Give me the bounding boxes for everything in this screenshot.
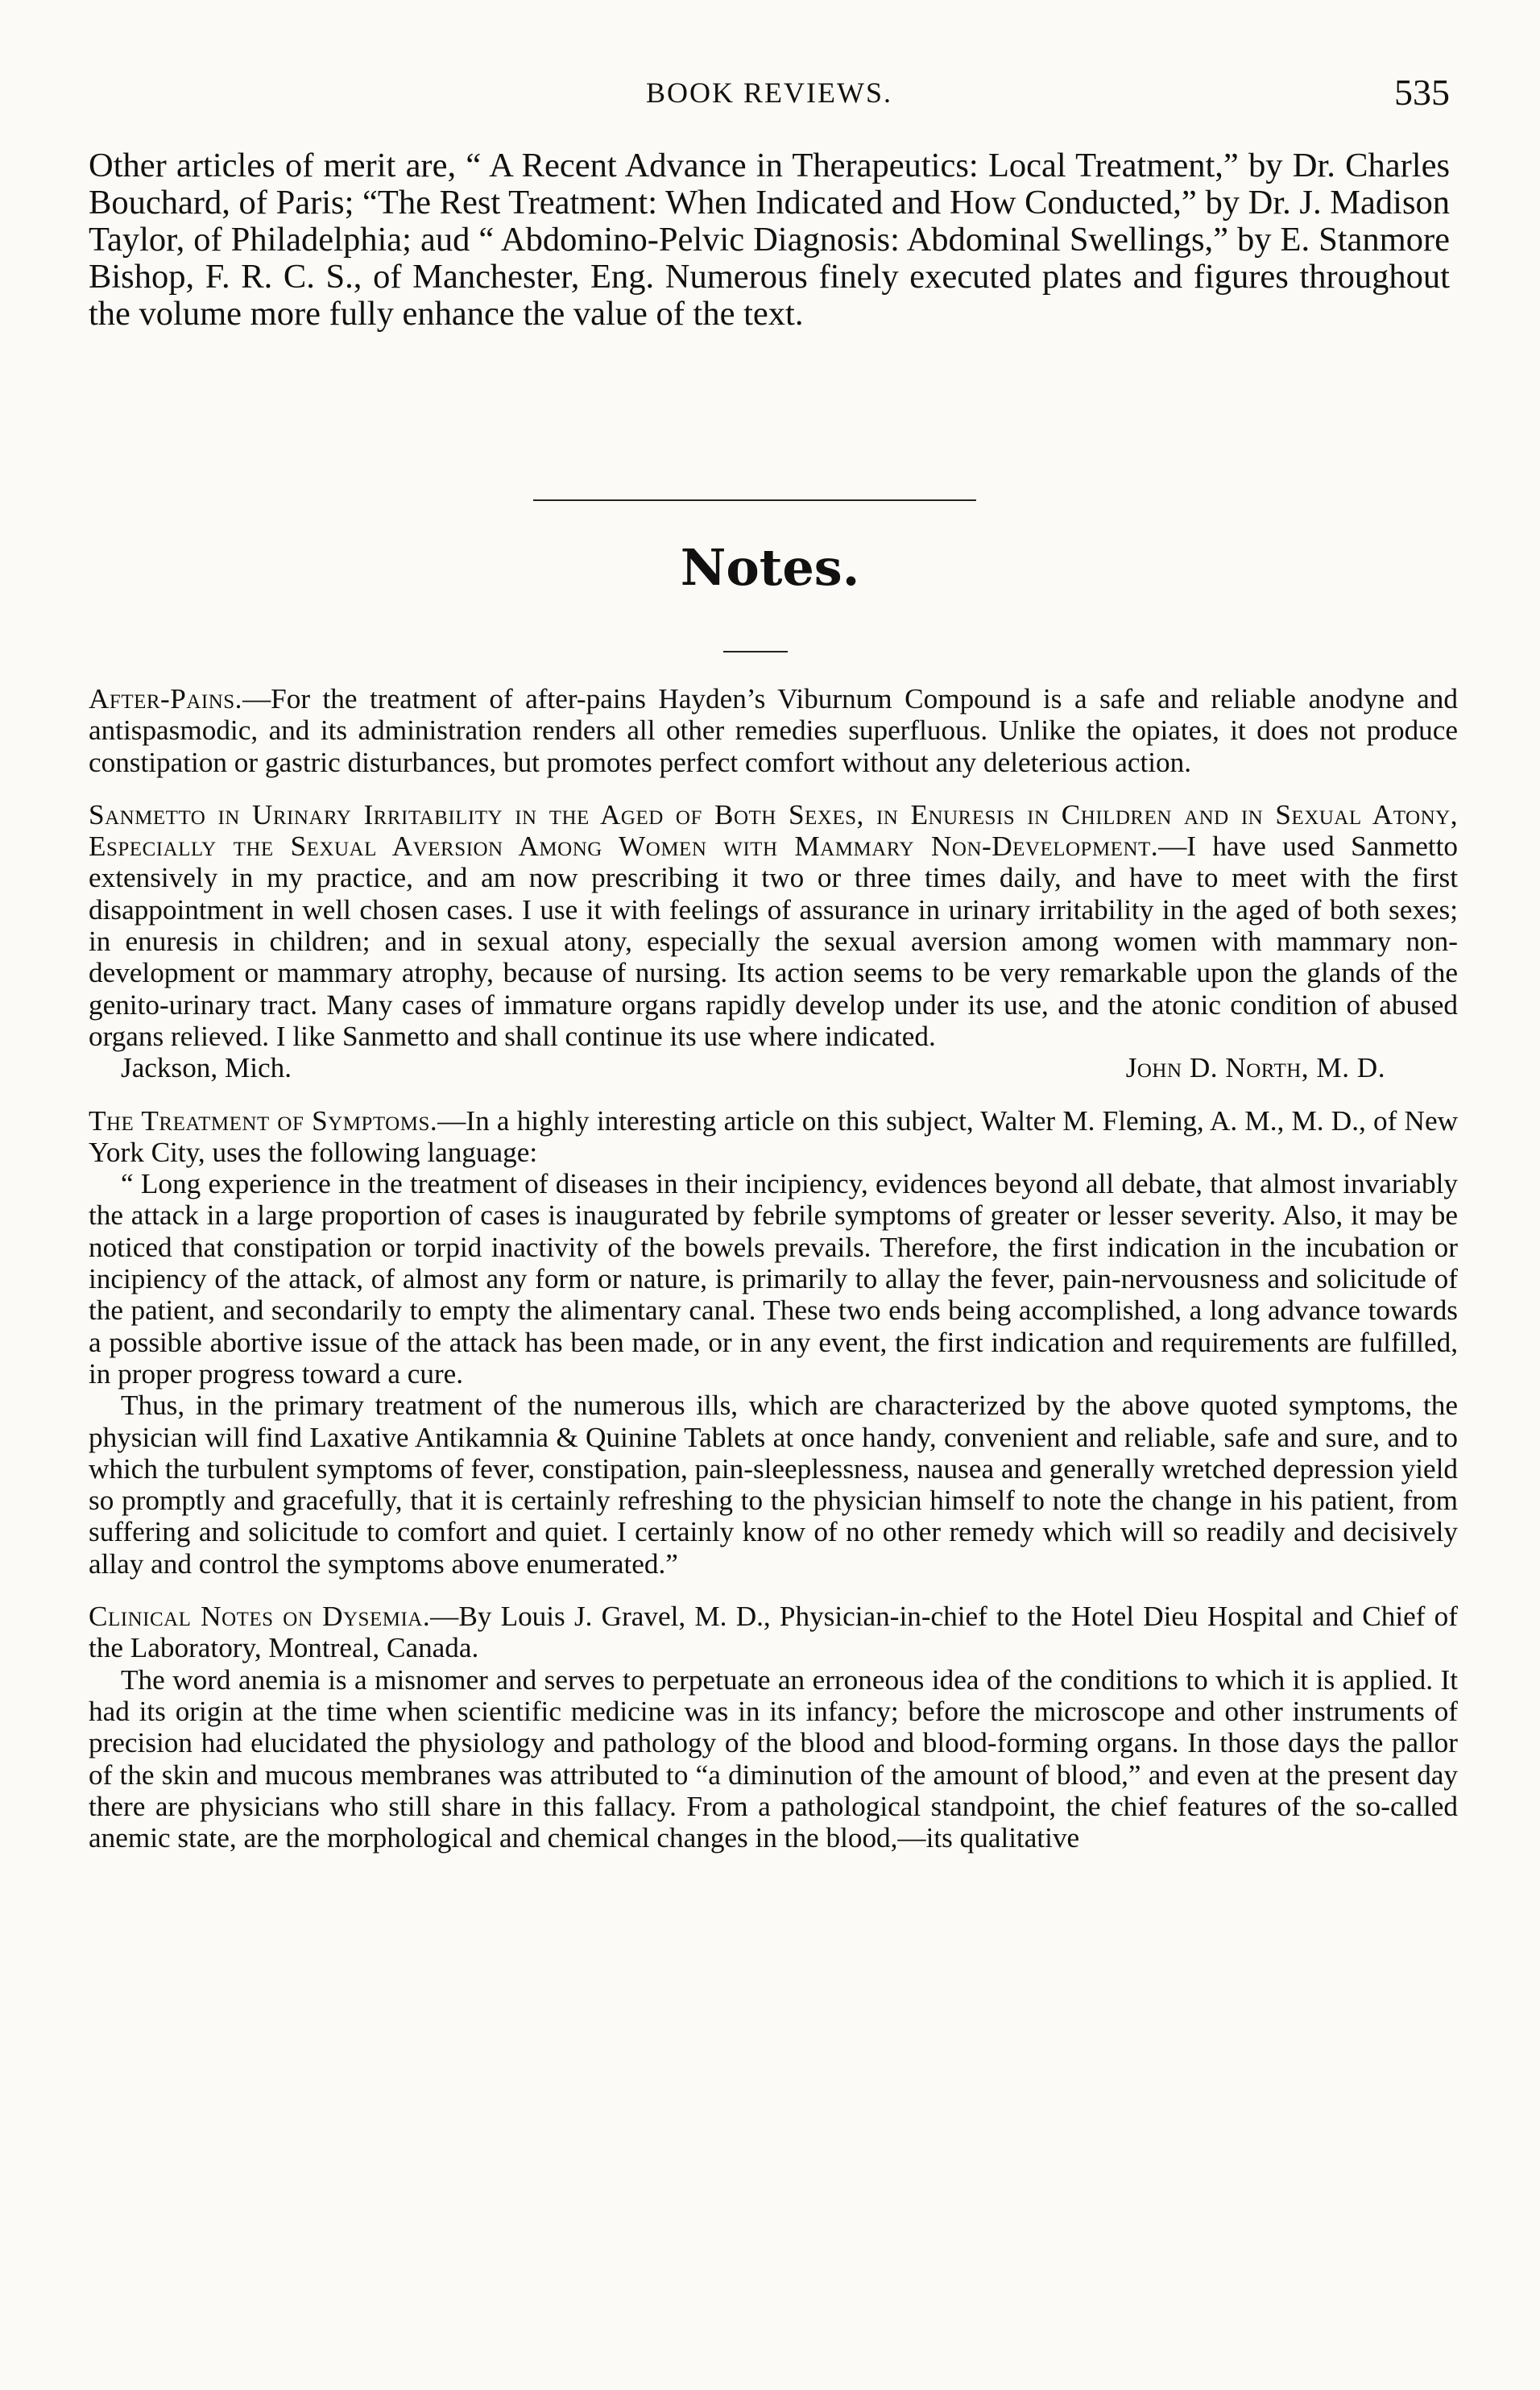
signature-line <box>89 1052 1458 1083</box>
review-paragraph: Other articles of merit are, “ A Recent Advance in Therapeutics: Local Treatment,” by Dr. Charles Bouchard, of Paris; “The Rest Treatment: When Indicated and How Conducted,” by Dr. J. Madison Taylor, of Philadelphia; aud “ Abdomino-Pelvic Diagnosis: Abdominal Swellings,” by E. Stanmore Bishop, F. R. C. S., of Manchester, Eng. Numerous finely executed plates and figures throughout the volume more fully enhance the value of the text. <box>89 147 1450 333</box>
note-after-pains <box>89 683 1458 778</box>
running-head-title: BOOK REVIEWS. <box>646 77 892 109</box>
heading-underline-rule <box>723 651 788 652</box>
quoted-passage-continued: Thus, in the primary treatment of the numerous ills, which are characterized by the above quoted symptoms, the physician will find Laxative Antikamnia & Quinine Tablets at once handy, convenient and reliable, safe and sure, and to which the turbulent symptoms of fever, constipation, pain-sleeplessness, nausea and generally wretched depression yield so promptly and gracefully, that it is certainly refreshing to the physician himself to note the change in his patient, from suffering and solicitude to comfort and quiet. I certainly know of no other remedy which will so readily and decisively allay and control the symptoms above enumerated.” <box>89 1390 1458 1580</box>
note-body: —In a highly interesting article on this subject, Walter M. Fleming, A. M., M. D., of New York City, uses the following language: <box>89 1104 1458 1168</box>
note-title: Sanmetto in Urinary Irritability in the Aged of Both Sexes, in Enuresis in Children and in Sexual Atony, Especially the Sexual Aversion Among Women with Mammary Non-Development. <box>89 798 1458 863</box>
note-dysemia <box>89 1601 1458 1664</box>
review-continuation <box>89 147 1450 333</box>
notes-section <box>89 683 1458 1854</box>
note-title: The Treatment of Symptoms. <box>89 1104 438 1137</box>
note-symptoms <box>89 1105 1458 1169</box>
page-number: 535 <box>1394 72 1450 113</box>
note-byline: —By Louis J. Gravel, M. D., Physician-in-chief to the Hotel Dieu Hospital and Chief of the Laboratory, Montreal, Canada. <box>89 1601 1458 1664</box>
note-body: —For the treatment of after-pains Hayden’s Viburnum Compound is a safe and reliable anodyne and antispasmodic, and its administration renders all other remedies superfluous. Unlike the opiates, it does not produce constipation or gastric disturbances, but promotes perfect comfort without any deleterious action. <box>89 683 1458 778</box>
note-title: After-Pains. <box>89 683 242 715</box>
running-head <box>89 71 1450 111</box>
note-body: The word anemia is a misnomer and serves to perpetuate an erroneous idea of the conditions to which it is applied. It had its origin at the time when scientific medicine was in its infancy; before the microscope and other instruments of precision had elucidated the physiology and pathology of the blood and blood-forming organs. In those days the pallor of the skin and mucous membranes was attributed to “a diminution of the amount of blood,” and even at the present day there are physicians who still share in this fallacy. From a pathological standpoint, the chief features of the so-called anemic state, are the morphological and chemical changes in the blood,—its qualitative <box>89 1663 1458 1854</box>
signature-place: Jackson, Mich. <box>121 1052 292 1084</box>
note-title: Clinical Notes on Dysemia. <box>89 1601 431 1633</box>
section-heading: Notes. <box>680 538 860 597</box>
quoted-passage: “ Long experience in the treatment of diseases in their incipiency, evidences beyond all debate, that almost invariably the attack in a large proportion of cases is inaugurated by febrile symptoms of greater or lesser severity. Also, it may be noticed that constipation or torpid inactivity of the bowels prevails. Therefore, the first indication in the incubation or incipiency of the attack, of almost any form or nature, is primarily to allay the fever, pain-nervousness and solicitude of the patient, and secondarily to empty the alimentary canal. These two ends being accomplished, a long advance towards a possible abortive issue of the attack has been made, or in any event, the first indication and requirements are fulfilled, in proper progress toward a cure. <box>89 1168 1458 1390</box>
note-body: —I have used Sanmetto extensively in my practice, and am now prescribing it two or three times daily, and have to meet with the first disappointment in well chosen cases. I use it with feelings of assurance in urinary irritability in the aged of both sexes; in enuresis in children; and in sexual atony, especially the sexual aversion among women with mammary non-development or mammary atrophy, because of nursing. Its action seems to be very remarkable upon the glands of the genito-urinary tract. Many cases of immature organs rapidly develop under its use, and the atonic condition of abused organs relieved. I like Sanmetto and shall continue its use where indicated. <box>89 830 1458 1052</box>
note-sanmetto <box>89 799 1458 1052</box>
signature-name: John D. North, M. D. <box>1125 1052 1385 1084</box>
section-divider-rule <box>533 499 976 501</box>
